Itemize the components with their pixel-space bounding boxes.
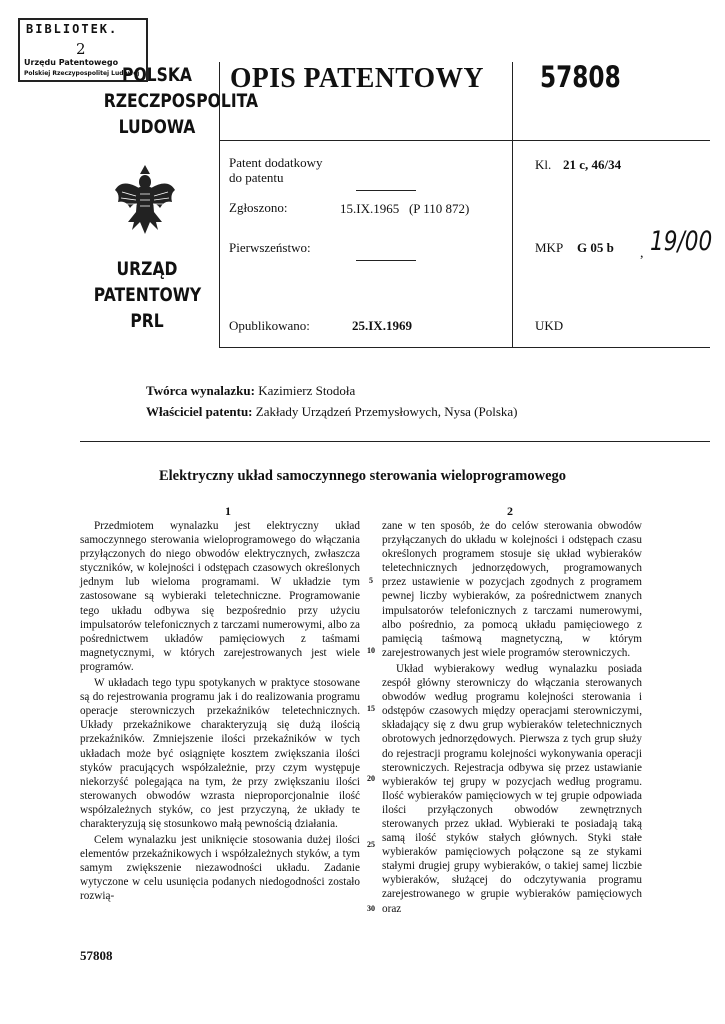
class-label: Kl. bbox=[535, 157, 552, 172]
mkp-label: MKP bbox=[535, 240, 564, 255]
stamp-line-2: 2 bbox=[76, 40, 86, 58]
column-number-left: 1 bbox=[225, 504, 231, 518]
additional-patent-label: Patent dodatkowy bbox=[229, 155, 323, 170]
office-line-1: URZĄD bbox=[116, 258, 178, 280]
header-divider-top bbox=[219, 140, 710, 141]
line-number-25: 25 bbox=[367, 840, 375, 849]
country-name bbox=[103, 62, 259, 140]
owner-line bbox=[146, 404, 518, 420]
line-number-30: 30 bbox=[367, 904, 375, 913]
document-type: OPIS PATENTOWY bbox=[230, 62, 484, 94]
filed-value: 15.IX.1965 (P 110 872) bbox=[340, 201, 470, 216]
right-column bbox=[382, 519, 642, 916]
right-paragraph-1: zane w ten sposób, że do celów sterowania obwodów przyłączanych do układu w kolejności i odstępach czasu określonych programem stosuje się układ wybieraków teletechnicznych jednorzędowych, programowanych przez ustawienie w pozycjach zgodnych z programem pewnej liczby wybieraków, za pośrednictwem znanych impulsatorów telefonicznych z tarczami numerowymi, albo pośrednio, za pomocą układu pamięciowego z pamięcią taśmową magnetyczną, w którym zarejestrowanych jest wiele programów sterowniczych. bbox=[382, 520, 642, 659]
office-line-2: PATENTOWY bbox=[93, 284, 202, 306]
inventor-line bbox=[146, 383, 355, 399]
left-paragraph-2: W układach tego typu spotykanych w praktyce stosowane są do rejestrowania programu jak i do realizowania programu operacje sterowniczych przekaźników teletechnicznych. Układy przekaźnikowe charakteryzują się dużą ilością przekaźników. Zmniejszenie ilości przekaźników w tych układach może być osiągnięte kosztem zwiększania ilości styków pracujących współzależnie, przy czym występuje niekorzyść polegająca na tym, że przy zwiększaniu ilości sterowanych obwodów wzrasta nieproporcjonalnie ilość współzależnych styków, co jest przyczyną, że układy te charakteryzują się stosunkowo małą pewnością działania. bbox=[80, 677, 360, 830]
handwritten-annotation: 19/00 bbox=[650, 226, 713, 257]
line-number-5: 5 bbox=[369, 576, 373, 585]
additional-patent-label-2: do patentu bbox=[229, 170, 284, 185]
stamp-line-1: BIBLIOTEK. bbox=[26, 22, 119, 36]
country-line-2: RZECZPOSPOLITA bbox=[103, 90, 259, 112]
mkp-value: G 05 b bbox=[577, 240, 614, 255]
eagle-emblem-icon bbox=[112, 160, 178, 240]
patent-number: 57808 bbox=[540, 60, 621, 94]
patent-title: Elektryczny układ samoczynnego sterowania wieloprogramowego bbox=[158, 468, 567, 484]
inventor-label: Twórca wynalazku: bbox=[146, 383, 255, 398]
line-number-10: 10 bbox=[367, 646, 375, 655]
header-divider-bottom bbox=[219, 347, 710, 348]
column-number-right: 2 bbox=[507, 504, 513, 518]
right-paragraph-2: Układ wybierakowy według wynalazku posiada zespół główny sterowniczy do włączania sterowanych obwodów według programu kolejności sterowania i odstępów czasowych między operacjami sterowniczymi, składający się z dwu grup wybieraków teletechnicznych obrotowych jednorzędowych. Pierwsza z tych grup służy do rejestracji programu kolejności wykonywania operacji sterowniczych. Rejestracja odbywa się przez ustawianie wybieraków tej grupy w pozycjach według programu. Ilość wybieraków pamięciowych w tej grupie odpowiada ilości przyłączonych obwodów zewnętrznych sterowanych przez układ. Wybieraki te posiadają taką samą ilość styków stałych głównych. Styki stałe wybieraków pamięciowych połączone są ze stykami stałymi drugiej grupy wybieraków, o takiej samej liczbie wybieraków, służącej do odczytywania programu zarejestrowanego w grupie wybieraków pamięciowych oraz bbox=[382, 662, 642, 915]
inventor-value: Kazimierz Stodoła bbox=[258, 383, 356, 398]
owner-label: Właściciel patentu: bbox=[146, 404, 253, 419]
class-value: 21 c, 46/34 bbox=[563, 157, 622, 172]
stamp-line-3: Urzędu Patentowego bbox=[24, 58, 119, 67]
additional-patent-blank bbox=[356, 178, 416, 196]
published-label: Opublikowano: bbox=[229, 318, 310, 333]
published-value: 25.IX.1969 bbox=[352, 318, 412, 333]
left-paragraph-3: Celem wynalazku jest uniknięcie stosowania dużej ilości elementów przekaźnikowych i współzależnych styków, a tym samym zwiększenie niezawodności układu. Zadanie wytyczone w celu usunięcia podanych niedogodności zostało rozwią- bbox=[80, 834, 360, 903]
header-divider-left bbox=[219, 62, 220, 348]
mkp-separator: , bbox=[640, 246, 644, 261]
line-number-20: 20 bbox=[367, 774, 375, 783]
ukd-label: UKD bbox=[535, 318, 564, 333]
authors-divider bbox=[80, 441, 710, 442]
priority-blank bbox=[356, 248, 416, 266]
country-line-3: LUDOWA bbox=[118, 116, 196, 138]
stamp-line-4: Polskiej Rzeczypospolitej Ludowej bbox=[24, 70, 140, 77]
priority-label: Pierwszeństwo: bbox=[229, 240, 311, 255]
owner-value: Zakłady Urządzeń Przemysłowych, Nysa (Polska) bbox=[255, 404, 518, 419]
footer-patent-number: 57808 bbox=[80, 948, 113, 963]
line-number-15: 15 bbox=[367, 704, 375, 713]
filed-label: Zgłoszono: bbox=[229, 200, 288, 215]
left-column bbox=[80, 519, 360, 904]
country-line-1: POLSKA bbox=[122, 64, 192, 86]
left-paragraph-1: Przedmiotem wynalazku jest elektryczny układ samoczynnego sterowania wieloprogramowego do włączania przyłączonych do niego obwodów elektrycznych, zwłaszcza styczników, w kolejności i odstępach czasowych określonych jednym lub wieloma programami. W układzie tym zastosowane są wybieraki teletechniczne. Programowanie tego układu odbywa się bezpośrednio przy użyciu impulsatorów telefonicznych z tarczami numerowymi, albo za pośrednictwem układów pamięciowych z taśmami magnetycznymi, w których zarejestrowanych jest wiele programów. bbox=[80, 520, 360, 673]
office-line-3: PRL bbox=[130, 310, 164, 332]
header-divider-right bbox=[512, 62, 513, 348]
patent-office-name bbox=[94, 256, 201, 334]
